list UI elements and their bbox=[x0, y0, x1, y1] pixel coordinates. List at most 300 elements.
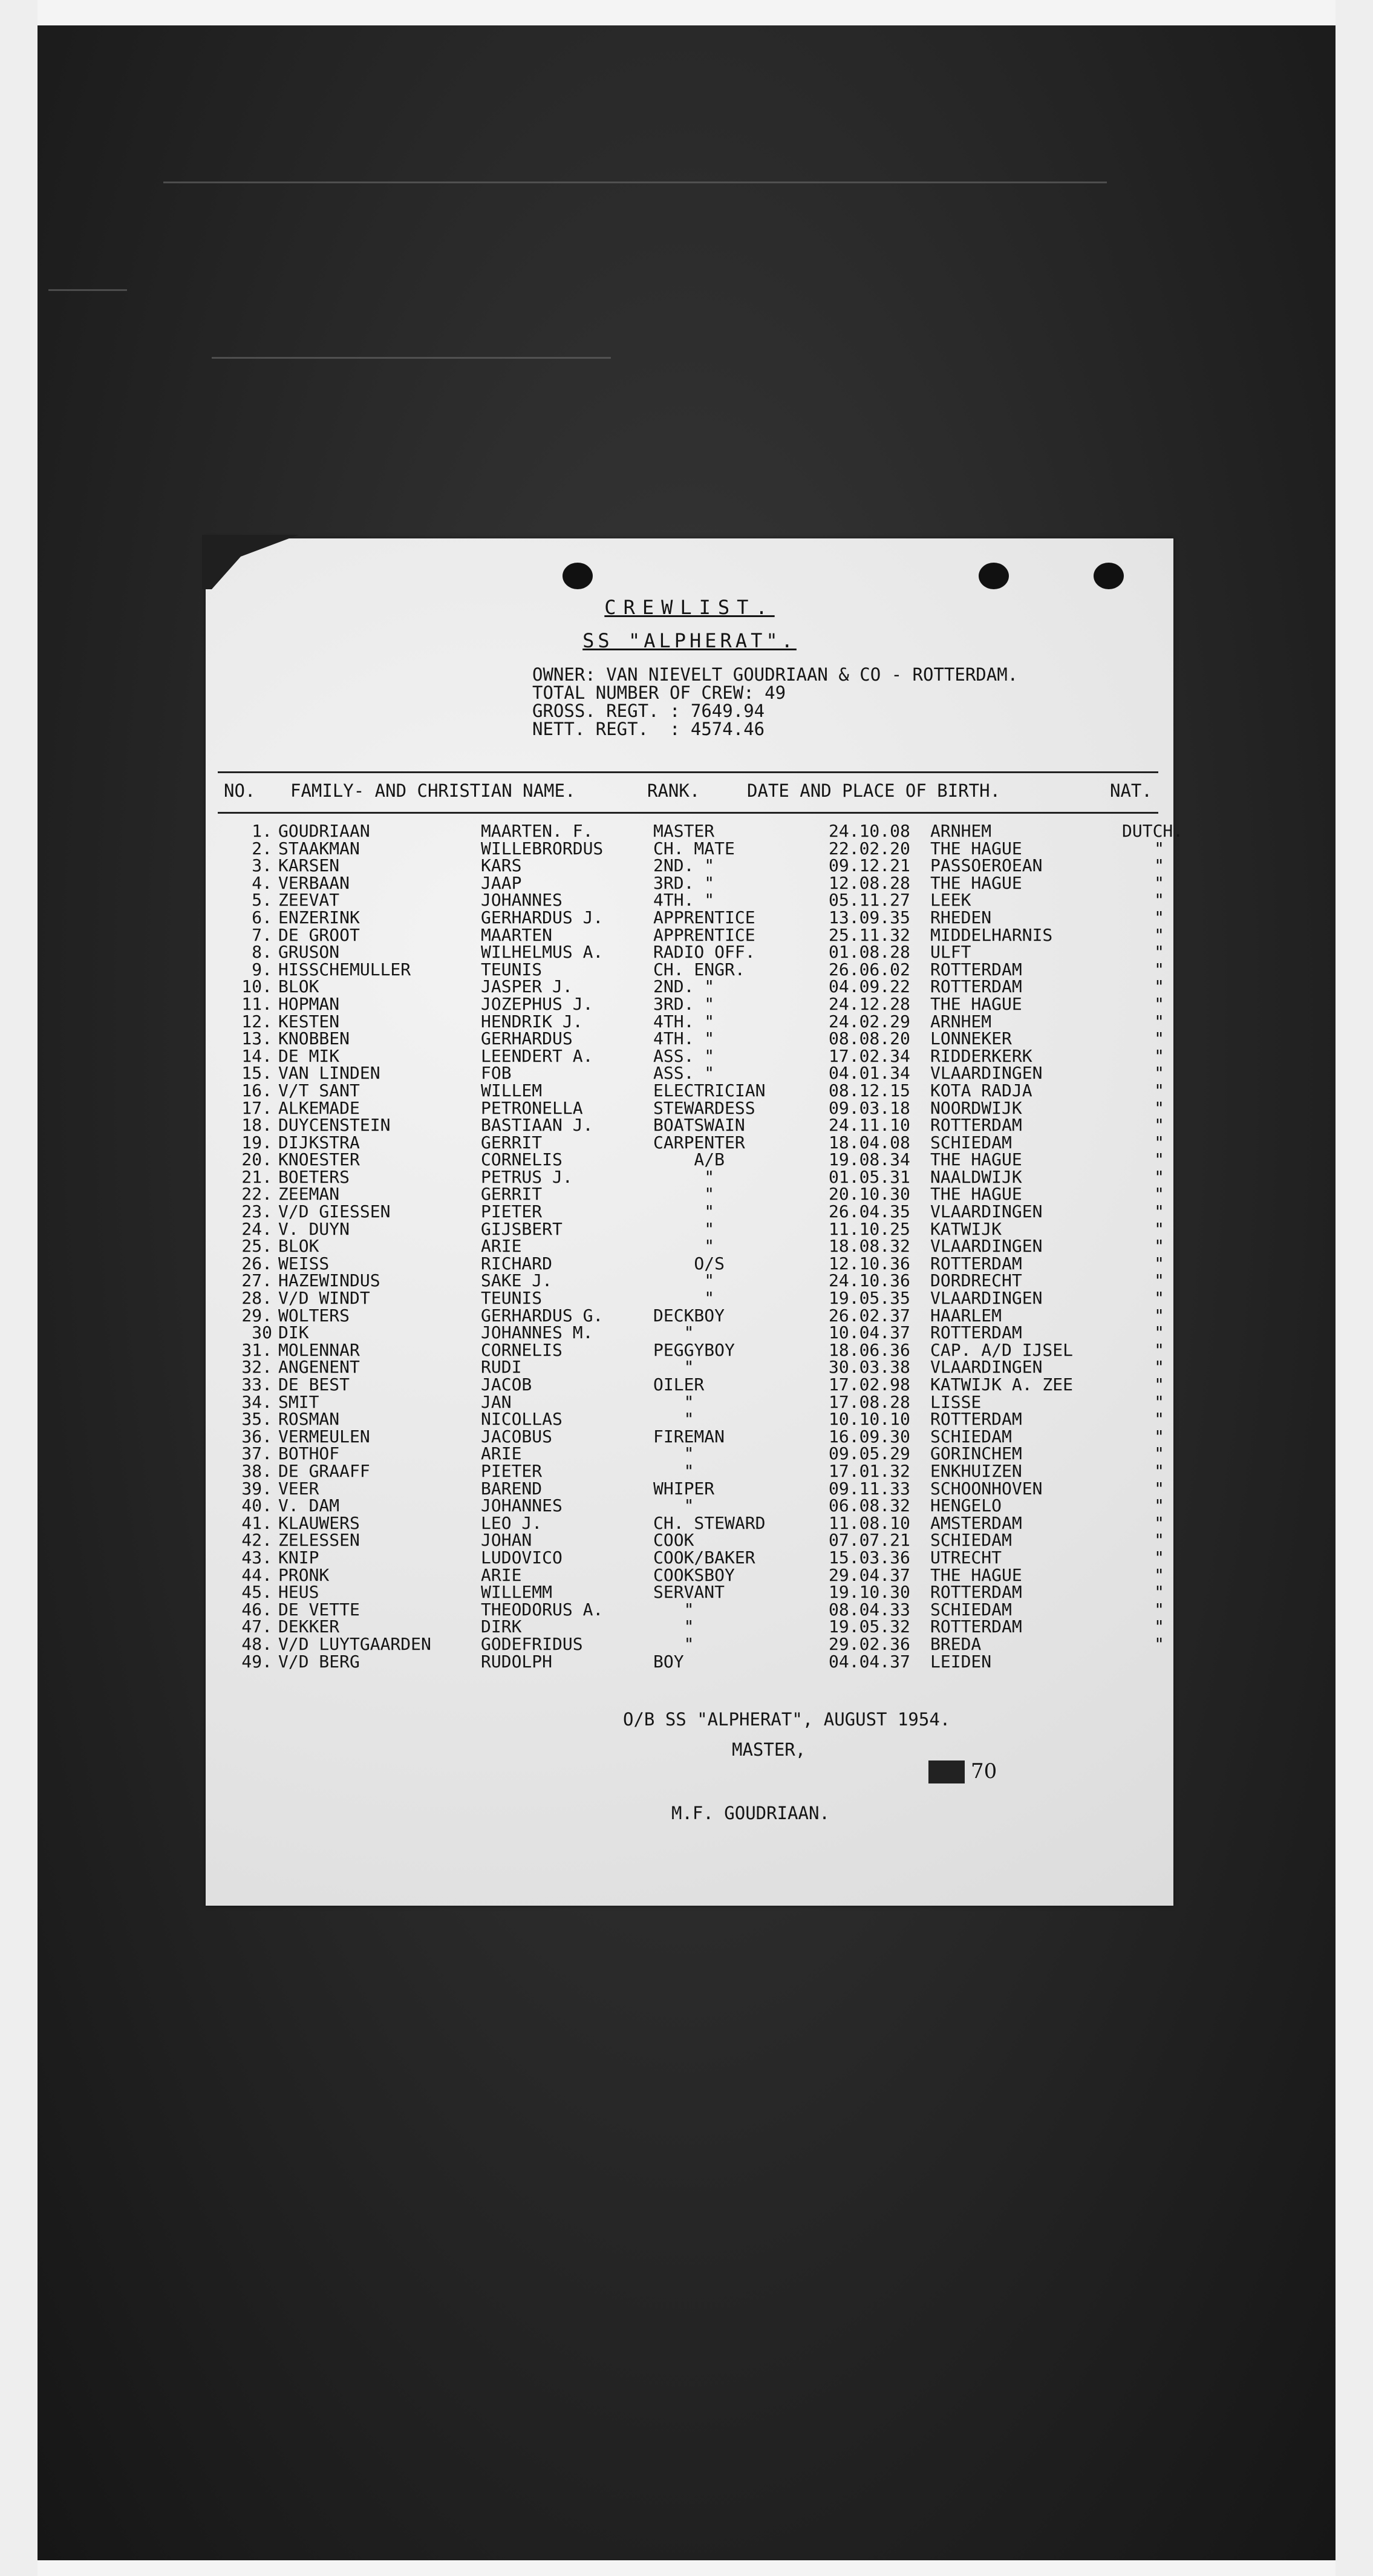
crew-christian-name: THEODORUS A. bbox=[481, 1599, 604, 1620]
crew-nationality: " bbox=[1154, 1496, 1164, 1516]
table-row bbox=[224, 1549, 1167, 1567]
crew-rank: " bbox=[653, 1617, 694, 1637]
crew-number: 20. bbox=[241, 1149, 272, 1170]
crew-number: 1. bbox=[252, 821, 272, 841]
crew-christian-name: ARIE bbox=[481, 1236, 522, 1257]
crew-christian-name: WILLEMM bbox=[481, 1582, 553, 1603]
stamp-mark bbox=[928, 1760, 965, 1783]
crew-birth-place: HENGELO bbox=[930, 1496, 1002, 1516]
crew-christian-name: ARIE bbox=[481, 1564, 522, 1585]
table-row bbox=[224, 872, 1167, 893]
crew-birth-date: 06.08.32 bbox=[829, 1496, 910, 1516]
crew-nationality: " bbox=[1154, 1253, 1164, 1273]
crew-birth-date: 29.04.37 bbox=[829, 1564, 910, 1585]
crew-family-name: BLOK bbox=[278, 1236, 319, 1257]
table-row bbox=[224, 892, 1167, 909]
crew-christian-name: TEUNIS bbox=[481, 1288, 543, 1309]
crew-family-name: VERBAAN bbox=[278, 872, 350, 893]
table-row bbox=[224, 1391, 1167, 1412]
crew-birth-date: 20.10.30 bbox=[829, 1184, 910, 1205]
crew-family-name: KNOESTER bbox=[278, 1149, 360, 1170]
crew-rank: " bbox=[653, 1322, 694, 1343]
crew-birth-place: ROTTERDAM bbox=[930, 1582, 1022, 1603]
crew-christian-name: GERRIT bbox=[481, 1184, 543, 1205]
crew-birth-place: KATWIJK A. ZEE bbox=[930, 1375, 1074, 1394]
crew-nationality: " bbox=[1154, 1045, 1164, 1066]
crew-rank: " bbox=[653, 1288, 715, 1309]
crew-family-name: DE GROOT bbox=[278, 924, 360, 945]
crew-christian-name: LUDOVICO bbox=[481, 1547, 563, 1568]
crew-rank: " bbox=[653, 1496, 694, 1516]
crew-nationality: " bbox=[1154, 1270, 1164, 1291]
crew-birth-date: 19.05.35 bbox=[829, 1288, 910, 1309]
dated-line: O/B SS "ALPHERAT", AUGUST 1954. bbox=[623, 1709, 951, 1730]
owner-line: OWNER: VAN NIEVELT GOUDRIAAN & CO - ROTTERDAM. bbox=[532, 664, 1019, 685]
crew-number: 34. bbox=[241, 1391, 272, 1412]
crew-rank: CH. MATE bbox=[653, 838, 735, 858]
crew-birth-place: THE HAGUE bbox=[930, 993, 1022, 1014]
crew-number: 48. bbox=[241, 1633, 272, 1654]
crew-number: 25. bbox=[241, 1236, 272, 1257]
crew-family-name: KNOBBEN bbox=[278, 1028, 350, 1049]
crew-number: 45. bbox=[241, 1582, 272, 1603]
crew-christian-name: RICHARD bbox=[481, 1253, 553, 1273]
crew-rank: OILER bbox=[653, 1375, 705, 1394]
crew-nationality: " bbox=[1154, 907, 1164, 927]
crew-nationality: " bbox=[1154, 1063, 1164, 1084]
crew-birth-date: 16.09.30 bbox=[829, 1426, 910, 1447]
crew-family-name: DIJKSTRA bbox=[278, 1132, 360, 1152]
crew-family-name: BOETERS bbox=[278, 1166, 350, 1187]
crew-rank: 2ND. " bbox=[653, 855, 715, 876]
crew-nationality: " bbox=[1154, 1288, 1164, 1309]
crew-birth-place: ARNHEM bbox=[930, 1011, 992, 1031]
crew-number: 6. bbox=[252, 907, 272, 927]
crew-birth-place: THE HAGUE bbox=[930, 1184, 1022, 1205]
crew-family-name: V/D WINDT bbox=[278, 1288, 370, 1309]
crew-rank: 4TH. " bbox=[653, 890, 715, 910]
crew-number: 49. bbox=[241, 1651, 272, 1672]
crew-rank: " bbox=[653, 1166, 715, 1187]
table-row bbox=[224, 1601, 1167, 1619]
crew-christian-name: MAARTEN. F. bbox=[481, 821, 593, 841]
crew-rank: 2ND. " bbox=[653, 976, 715, 997]
crew-birth-date: 15.03.36 bbox=[829, 1547, 910, 1568]
crew-birth-date: 26.02.37 bbox=[829, 1305, 910, 1326]
crew-christian-name: GERHARDUS bbox=[481, 1028, 573, 1049]
crew-nationality: " bbox=[1154, 1530, 1164, 1551]
crew-birth-date: 24.12.28 bbox=[829, 993, 910, 1014]
crew-number: 2. bbox=[252, 838, 272, 858]
crew-christian-name: CORNELIS bbox=[481, 1339, 563, 1360]
ship-name: SS "ALPHERAT". bbox=[582, 629, 797, 652]
crew-rank: MASTER bbox=[653, 821, 715, 841]
crew-rank: CH. STEWARD bbox=[653, 1512, 766, 1533]
crew-total-line: TOTAL NUMBER OF CREW: 49 bbox=[532, 682, 786, 703]
crew-rank: CH. ENGR. bbox=[653, 959, 745, 979]
crew-birth-place: SCHIEDAM bbox=[930, 1530, 1012, 1551]
crew-christian-name: DIRK bbox=[481, 1617, 522, 1637]
header-no: NO. bbox=[224, 780, 256, 801]
crew-family-name: SMIT bbox=[278, 1391, 319, 1412]
crew-rank: STEWARDESS bbox=[653, 1097, 755, 1118]
table-row bbox=[224, 1564, 1167, 1585]
table-row bbox=[224, 1633, 1167, 1654]
crew-nationality: " bbox=[1154, 890, 1164, 910]
crew-birth-place: ROTTERDAM bbox=[930, 1617, 1022, 1637]
crew-number: 11. bbox=[241, 993, 272, 1014]
crew-number: 42. bbox=[241, 1530, 272, 1551]
crew-birth-place: RIDDERKERK bbox=[930, 1045, 1032, 1066]
crew-nationality: " bbox=[1154, 1149, 1164, 1170]
crew-number: 10. bbox=[241, 976, 272, 997]
crew-rank: CARPENTER bbox=[653, 1132, 745, 1152]
crew-number: 36. bbox=[241, 1426, 272, 1447]
crew-number: 47. bbox=[241, 1617, 272, 1637]
crew-number: 8. bbox=[252, 942, 272, 963]
crew-rank: ASS. " bbox=[653, 1063, 715, 1084]
table-row bbox=[224, 1324, 1167, 1342]
nett-tonnage-line: NETT. REGT. : 4574.46 bbox=[532, 719, 765, 739]
crew-rank: ELECTRICIAN bbox=[653, 1080, 766, 1100]
crew-family-name: ENZERINK bbox=[278, 907, 360, 927]
crew-nationality: " bbox=[1154, 1097, 1164, 1118]
crew-birth-date: 04.09.22 bbox=[829, 976, 910, 997]
crew-number: 29. bbox=[241, 1305, 272, 1326]
crew-rank: " bbox=[653, 1236, 715, 1257]
crew-birth-date: 08.08.20 bbox=[829, 1028, 910, 1049]
crew-birth-date: 12.08.28 bbox=[829, 872, 910, 893]
crew-birth-date: 19.08.34 bbox=[829, 1149, 910, 1170]
crew-birth-date: 18.06.36 bbox=[829, 1339, 910, 1360]
table-row bbox=[224, 1166, 1167, 1187]
crew-birth-date: 01.05.31 bbox=[829, 1166, 910, 1187]
table-row bbox=[224, 1339, 1167, 1360]
crew-rank: 3RD. " bbox=[653, 872, 715, 893]
crew-birth-place: BREDA bbox=[930, 1633, 982, 1654]
crew-rank: COOK/BAKER bbox=[653, 1547, 755, 1568]
crew-nationality: " bbox=[1154, 942, 1164, 963]
crew-family-name: ZEEMAN bbox=[278, 1184, 340, 1205]
crew-family-name: DE BEST bbox=[278, 1375, 350, 1394]
crew-nationality: " bbox=[1154, 1236, 1164, 1257]
crew-number: 17. bbox=[241, 1097, 272, 1118]
table-row bbox=[224, 1512, 1167, 1533]
crew-rank: DECKBOY bbox=[653, 1305, 725, 1326]
header-birth: DATE AND PLACE OF BIRTH. bbox=[747, 780, 1001, 801]
table-row bbox=[224, 1653, 1167, 1671]
crew-rank: ASS. " bbox=[653, 1045, 715, 1066]
crew-number: 4. bbox=[252, 872, 272, 893]
film-scratch bbox=[48, 289, 127, 291]
table-row bbox=[224, 1238, 1167, 1255]
crew-christian-name: SAKE J. bbox=[481, 1270, 553, 1291]
crew-nationality: " bbox=[1154, 1478, 1164, 1499]
crew-nationality: " bbox=[1154, 1322, 1164, 1343]
crew-birth-place: SCHIEDAM bbox=[930, 1599, 1012, 1620]
crew-birth-place: ROTTERDAM bbox=[930, 1322, 1022, 1343]
crew-number: 39. bbox=[241, 1478, 272, 1499]
crew-birth-date: 08.12.15 bbox=[829, 1080, 910, 1100]
crew-christian-name: RUDI bbox=[481, 1357, 522, 1378]
film-scratch bbox=[163, 181, 1107, 183]
crew-rank: COOKSBOY bbox=[653, 1564, 735, 1585]
table-row bbox=[224, 1376, 1167, 1394]
crew-birth-place: CAP. A/D IJSEL bbox=[930, 1339, 1074, 1360]
crew-birth-date: 24.11.10 bbox=[829, 1115, 910, 1136]
crew-rank: " bbox=[653, 1201, 715, 1222]
crew-family-name: VAN LINDEN bbox=[278, 1063, 380, 1084]
crew-number: 22. bbox=[241, 1184, 272, 1205]
table-row bbox=[224, 1480, 1167, 1498]
crew-birth-place: SCHIEDAM bbox=[930, 1132, 1012, 1152]
crew-number: 3. bbox=[252, 855, 272, 876]
crew-birth-place: KOTA RADJA bbox=[930, 1080, 1032, 1100]
crew-birth-place: AMSTERDAM bbox=[930, 1512, 1022, 1533]
crew-rank: APPRENTICE bbox=[653, 924, 755, 945]
crew-birth-place: VLAARDINGEN bbox=[930, 1201, 1043, 1222]
crew-number: 19. bbox=[241, 1132, 272, 1152]
crew-christian-name: GODEFRIDUS bbox=[481, 1633, 583, 1654]
crew-birth-date: 08.04.33 bbox=[829, 1599, 910, 1620]
table-row bbox=[224, 1359, 1167, 1376]
crew-birth-date: 17.01.32 bbox=[829, 1460, 910, 1481]
crew-birth-date: 19.10.30 bbox=[829, 1582, 910, 1603]
crew-christian-name: GERHARDUS J. bbox=[481, 907, 604, 927]
crew-christian-name: JACOB bbox=[481, 1375, 532, 1394]
crew-birth-place: UTRECHT bbox=[930, 1547, 1002, 1568]
crew-rank: 4TH. " bbox=[653, 1028, 715, 1049]
crew-nationality: " bbox=[1154, 1633, 1164, 1654]
crew-rank: " bbox=[653, 1460, 694, 1481]
crew-birth-date: 17.08.28 bbox=[829, 1391, 910, 1412]
table-row bbox=[224, 944, 1167, 961]
crew-birth-date: 09.05.29 bbox=[829, 1443, 910, 1464]
crew-family-name: KARSEN bbox=[278, 855, 340, 876]
crew-christian-name: JOHANNES bbox=[481, 1496, 563, 1516]
crewlist-page bbox=[206, 538, 1184, 1906]
crew-nationality: " bbox=[1154, 1375, 1164, 1394]
crew-number: 21. bbox=[241, 1166, 272, 1187]
crew-birth-date: 24.10.36 bbox=[829, 1270, 910, 1291]
crew-family-name: WEISS bbox=[278, 1253, 330, 1273]
crew-rank: RADIO OFF. bbox=[653, 942, 755, 963]
crew-christian-name: MAARTEN bbox=[481, 924, 553, 945]
crew-number: 28. bbox=[241, 1288, 272, 1309]
table-row bbox=[224, 1272, 1167, 1290]
crew-birth-place: THE HAGUE bbox=[930, 872, 1022, 893]
crew-christian-name: JOZEPHUS J. bbox=[481, 993, 593, 1014]
table-row bbox=[224, 993, 1167, 1014]
crew-number: 24. bbox=[241, 1218, 272, 1239]
crew-family-name: HAZEWINDUS bbox=[278, 1270, 380, 1291]
crew-rank: " bbox=[653, 1443, 694, 1464]
crew-nationality: " bbox=[1154, 1305, 1164, 1326]
crew-christian-name: GERRIT bbox=[481, 1132, 543, 1152]
crew-nationality: " bbox=[1154, 838, 1164, 858]
crew-birth-date: 18.08.32 bbox=[829, 1236, 910, 1257]
film-scratch bbox=[212, 357, 611, 359]
signature-name: M.F. GOUDRIAAN. bbox=[671, 1803, 830, 1823]
crew-christian-name: JOHANNES M. bbox=[481, 1322, 593, 1343]
crew-christian-name: PETRUS J. bbox=[481, 1166, 573, 1187]
crew-christian-name: WILLEM bbox=[481, 1080, 543, 1100]
crew-birth-date: 30.03.38 bbox=[829, 1357, 910, 1378]
crew-rank: O/S bbox=[653, 1253, 725, 1273]
crew-rank: " bbox=[653, 1357, 694, 1378]
crew-nationality: " bbox=[1154, 1409, 1164, 1430]
crew-rank: FIREMAN bbox=[653, 1426, 725, 1447]
crew-nationality: " bbox=[1154, 872, 1164, 893]
crew-nationality: " bbox=[1154, 1443, 1164, 1464]
table-row bbox=[224, 1445, 1167, 1463]
crew-nationality: " bbox=[1154, 1080, 1164, 1100]
crew-family-name: VEER bbox=[278, 1478, 319, 1499]
crew-birth-place: THE HAGUE bbox=[930, 1564, 1022, 1585]
crew-christian-name: FOB bbox=[481, 1063, 512, 1084]
table-row bbox=[224, 909, 1167, 927]
crew-nationality: " bbox=[1154, 976, 1164, 997]
table-row bbox=[224, 1307, 1167, 1325]
crew-family-name: BOTHOF bbox=[278, 1443, 340, 1464]
crew-family-name: HISSCHEMULLER bbox=[278, 959, 411, 979]
table-row bbox=[224, 821, 1184, 841]
gross-tonnage-line: GROSS. REGT. : 7649.94 bbox=[532, 701, 765, 721]
crew-family-name: ANGENENT bbox=[278, 1357, 360, 1378]
crew-number: 18. bbox=[241, 1115, 272, 1136]
crew-family-name: KESTEN bbox=[278, 1011, 340, 1031]
crew-christian-name: LEO J. bbox=[481, 1512, 543, 1533]
table-row bbox=[224, 1411, 1167, 1428]
crew-birth-place: SCHIEDAM bbox=[930, 1426, 1012, 1447]
film-edge-top bbox=[0, 0, 1373, 25]
crew-nationality: " bbox=[1154, 1166, 1164, 1187]
crew-rank: " bbox=[653, 1270, 715, 1291]
crew-birth-place: ROTTERDAM bbox=[930, 1115, 1022, 1136]
crew-rank: 3RD. " bbox=[653, 993, 715, 1014]
crew-birth-place: VLAARDINGEN bbox=[930, 1288, 1043, 1309]
crew-nationality: " bbox=[1154, 855, 1164, 876]
crew-family-name: V/T SANT bbox=[278, 1080, 360, 1100]
crew-birth-date: 07.07.21 bbox=[829, 1530, 910, 1551]
crew-christian-name: ARIE bbox=[481, 1443, 522, 1464]
table-row bbox=[224, 961, 1167, 979]
crew-birth-place: VLAARDINGEN bbox=[930, 1063, 1043, 1084]
crew-family-name: ALKEMADE bbox=[278, 1097, 360, 1118]
crew-rank: " bbox=[653, 1409, 694, 1430]
header-rule-top bbox=[218, 771, 1158, 773]
master-label: MASTER, bbox=[732, 1739, 806, 1760]
crew-birth-place: HAARLEM bbox=[930, 1305, 1002, 1326]
crew-birth-date: 29.02.36 bbox=[829, 1633, 910, 1654]
crew-rank: COOK bbox=[653, 1530, 694, 1551]
table-row bbox=[224, 1428, 1167, 1446]
crew-number: 12. bbox=[241, 1011, 272, 1031]
crew-rank: 4TH. " bbox=[653, 1011, 715, 1031]
crew-nationality: " bbox=[1154, 1011, 1164, 1031]
crew-christian-name: JACOBUS bbox=[481, 1426, 553, 1447]
crew-family-name: KLAUWERS bbox=[278, 1512, 360, 1533]
crew-nationality: " bbox=[1154, 1599, 1164, 1620]
crew-birth-place: KATWIJK bbox=[930, 1218, 1002, 1239]
crew-rank: APPRENTICE bbox=[653, 907, 755, 927]
crew-family-name: MOLENNAR bbox=[278, 1339, 360, 1360]
crew-birth-place: SCHOONHOVEN bbox=[930, 1478, 1043, 1499]
crew-nationality: " bbox=[1154, 1115, 1164, 1136]
crew-birth-place: LONNEKER bbox=[930, 1028, 1012, 1049]
crew-birth-date: 09.03.18 bbox=[829, 1097, 910, 1118]
crew-birth-place: ROTTERDAM bbox=[930, 1409, 1022, 1430]
crew-christian-name: LEENDERT A. bbox=[481, 1045, 593, 1066]
crew-nationality: " bbox=[1154, 1184, 1164, 1205]
crew-birth-date: 13.09.35 bbox=[829, 907, 910, 927]
crew-family-name: V/D BERG bbox=[278, 1651, 360, 1672]
crew-number: 33. bbox=[241, 1375, 272, 1394]
crew-christian-name: PIETER bbox=[481, 1460, 543, 1481]
crew-rank: " bbox=[653, 1184, 715, 1205]
crew-birth-date: 19.05.32 bbox=[829, 1617, 910, 1637]
crew-birth-date: 26.04.35 bbox=[829, 1201, 910, 1222]
crew-nationality: " bbox=[1154, 1547, 1164, 1568]
crew-nationality: " bbox=[1154, 1564, 1164, 1585]
crew-number: 5. bbox=[252, 890, 272, 910]
crew-birth-date: 04.04.37 bbox=[829, 1651, 910, 1672]
crew-number: 46. bbox=[241, 1599, 272, 1620]
crew-number: 9. bbox=[252, 959, 272, 979]
crew-birth-date: 01.08.28 bbox=[829, 942, 910, 963]
crew-number: 41. bbox=[241, 1512, 272, 1533]
crew-nationality: " bbox=[1154, 959, 1164, 979]
crew-number: 7. bbox=[252, 924, 272, 945]
crew-christian-name: JAAP bbox=[481, 872, 522, 893]
film-edge-bottom bbox=[0, 2560, 1373, 2576]
crew-birth-date: 25.11.32 bbox=[829, 924, 910, 945]
crew-rank: BOY bbox=[653, 1651, 684, 1672]
crew-birth-place: GORINCHEM bbox=[930, 1443, 1022, 1464]
crew-birth-date: 11.08.10 bbox=[829, 1512, 910, 1533]
crew-number: 14. bbox=[241, 1045, 272, 1066]
crew-birth-place: ARNHEM bbox=[930, 821, 992, 841]
crew-birth-date: 24.02.29 bbox=[829, 1011, 910, 1031]
table-row bbox=[224, 1497, 1167, 1515]
table-row bbox=[224, 1045, 1167, 1066]
crew-nationality: " bbox=[1154, 1028, 1164, 1049]
crew-number: 37. bbox=[241, 1443, 272, 1464]
crew-family-name: KNIP bbox=[278, 1547, 319, 1568]
header-nat: NAT. bbox=[1110, 780, 1152, 801]
punch-hole bbox=[1094, 563, 1124, 589]
crew-number: 27. bbox=[241, 1270, 272, 1291]
crew-birth-place: VLAARDINGEN bbox=[930, 1236, 1043, 1257]
crew-family-name: HOPMAN bbox=[278, 993, 340, 1014]
crew-number: 35. bbox=[241, 1409, 272, 1430]
table-row bbox=[224, 1065, 1167, 1082]
crew-christian-name: KARS bbox=[481, 855, 522, 876]
crew-number: 13. bbox=[241, 1028, 272, 1049]
table-row bbox=[224, 1584, 1167, 1601]
crew-nationality: " bbox=[1154, 1132, 1164, 1152]
crew-nationality: " bbox=[1154, 1617, 1164, 1637]
crew-family-name: DE MIK bbox=[278, 1045, 340, 1066]
header-rank: RANK. bbox=[647, 780, 700, 801]
crew-birth-place: DORDRECHT bbox=[930, 1270, 1022, 1291]
crew-family-name: STAAKMAN bbox=[278, 838, 360, 858]
crew-christian-name: NICOLLAS bbox=[481, 1409, 563, 1430]
crew-rank: " bbox=[653, 1599, 694, 1620]
crew-family-name: GRUSON bbox=[278, 942, 340, 963]
table-row bbox=[224, 924, 1167, 945]
crew-nationality: " bbox=[1154, 1426, 1164, 1447]
